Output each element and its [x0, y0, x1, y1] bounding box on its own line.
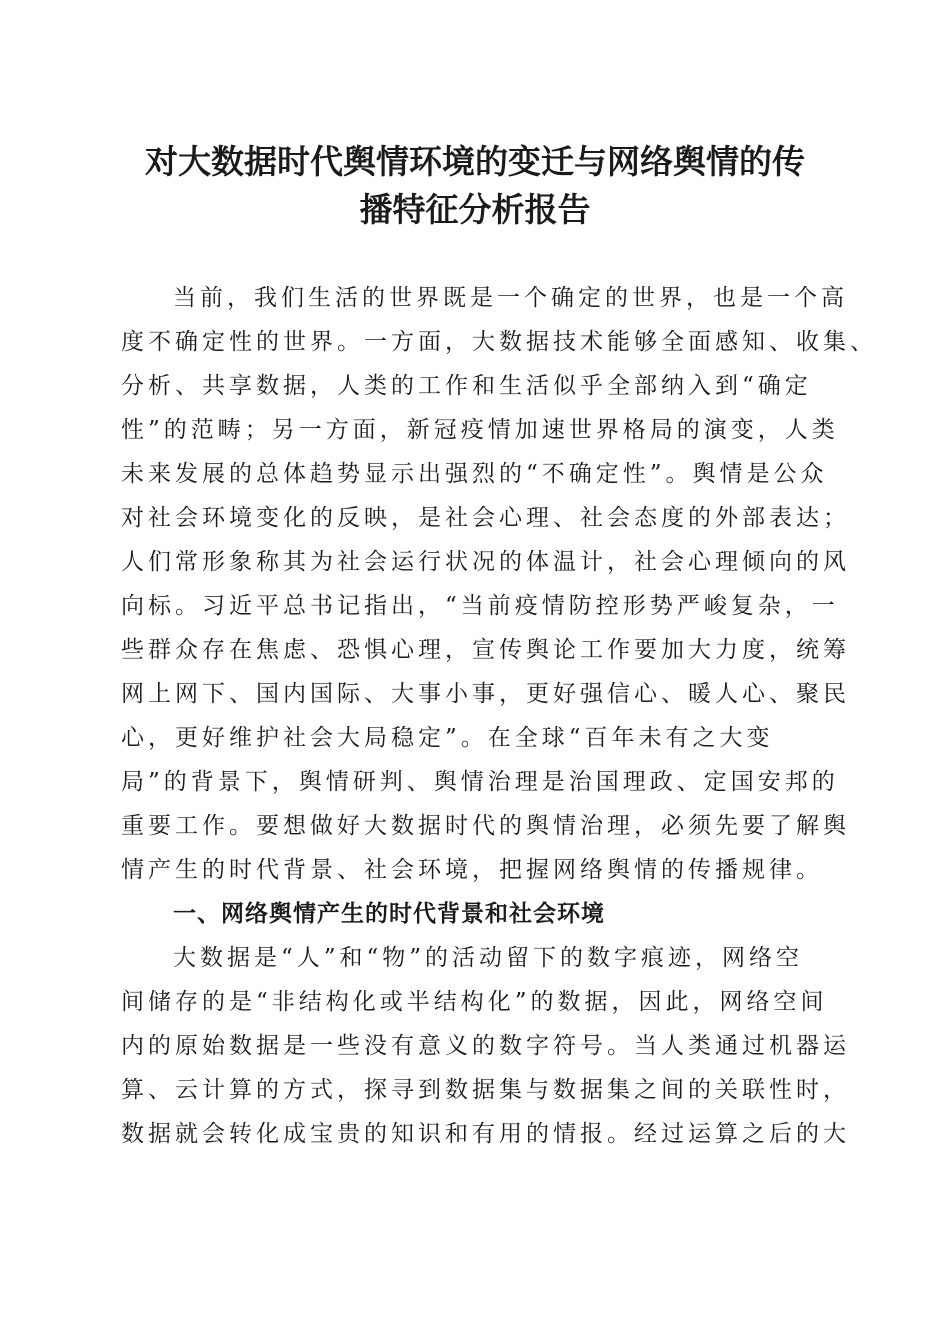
- paragraph-line: 局”的背景下，舆情研判、舆情治理是治国理政、定国安邦的: [121, 769, 839, 795]
- paragraph-line: 情产生的时代背景、社会环境，把握网络舆情的传播规律。: [121, 857, 823, 883]
- paragraph-line: 网上网下、国内国际、大事小事，更好强信心、暖人心、聚民: [121, 681, 850, 707]
- paragraph-line: 些群众存在焦虑、恐惧心理，宣传舆论工作要加大力度，统筹: [121, 637, 850, 663]
- document-body: [121, 276, 877, 1156]
- paragraph-line: 算、云计算的方式，探寻到数据集与数据集之间的关联性时，: [121, 1077, 850, 1103]
- title-line: 对大数据时代舆情环境的变迁与网络舆情的传: [145, 142, 805, 181]
- paragraph-line: 心，更好维护社会大局稳定”。在全球“百年未有之大变: [121, 725, 774, 751]
- section-heading: 一、网络舆情产生的时代背景和社会环境: [173, 901, 605, 927]
- paragraph-line: 大数据是“人”和“物”的活动留下的数字痕迹，网络空: [173, 945, 804, 971]
- paragraph-line: 未来发展的总体趋势显示出强烈的“不确定性”。舆情是公众: [121, 461, 828, 487]
- paragraph-line: 重要工作。要想做好大数据时代的舆情治理，必须先要了解舆: [121, 813, 850, 839]
- paragraph-line: 向标。习近平总书记指出，“当前疫情防控形势严峻复杂，一: [121, 593, 839, 619]
- paragraph-line: 对社会环境变化的反映，是社会心理、社会态度的外部表达；: [121, 505, 850, 531]
- paragraph-line: 人们常形象称其为社会运行状况的体温计，社会心理倾向的风: [121, 549, 850, 575]
- paragraph-line: 数据就会转化成宝贵的知识和有用的情报。经过运算之后的大: [121, 1121, 850, 1147]
- paragraph-1: [121, 276, 877, 892]
- paragraph-2: [121, 936, 850, 1156]
- paragraph-line: 性”的范畴；另一方面，新冠疫情加速世界格局的演变，人类: [121, 417, 839, 443]
- title-line: 播特征分析报告: [359, 190, 591, 229]
- paragraph-line: 分析、共享数据，人类的工作和生活似乎全部纳入到“确定: [121, 373, 812, 399]
- paragraph-line: 当前，我们生活的世界既是一个确定的世界，也是一个高: [173, 285, 848, 311]
- paragraph-line: 度不确定性的世界。一方面，大数据技术能够全面感知、收集、: [121, 329, 877, 355]
- paragraph-line: 内的原始数据是一些没有意义的数字符号。当人类通过机器运: [121, 1033, 850, 1059]
- document-title: [110, 138, 840, 234]
- paragraph-line: 间储存的是“非结构化或半结构化”的数据，因此，网络空间: [121, 989, 828, 1015]
